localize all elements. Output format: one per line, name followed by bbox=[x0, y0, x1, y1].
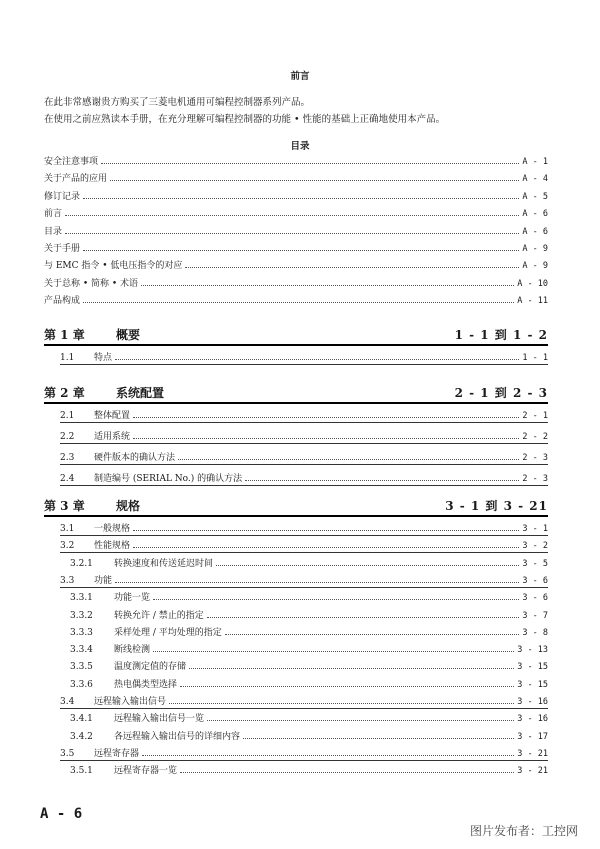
section-title: 远程寄存器 bbox=[94, 748, 140, 759]
section-page: 3 - 15 bbox=[517, 662, 548, 673]
section-number: 3.3.3 bbox=[70, 627, 93, 638]
section-title: 转换允许 / 禁止的指定 bbox=[114, 610, 204, 621]
section-number: 2.4 bbox=[60, 474, 75, 484]
chapter-rule bbox=[44, 515, 548, 517]
section-page: 1 - 1 bbox=[522, 353, 548, 363]
section-number: 3.3.1 bbox=[70, 593, 93, 604]
dot-leader bbox=[180, 686, 514, 687]
section-number: 3.3.5 bbox=[70, 662, 93, 673]
section-entry[interactable] bbox=[60, 521, 548, 535]
dot-leader bbox=[83, 302, 514, 303]
chapter-page-range: 1 - 1 到 1 - 2 bbox=[454, 328, 548, 342]
dot-leader bbox=[115, 582, 519, 583]
chapter-page-range: 2 - 1 到 2 - 3 bbox=[454, 386, 548, 400]
section-page: 3 - 7 bbox=[522, 610, 548, 621]
section-number: 3.2 bbox=[60, 541, 75, 552]
section-entry[interactable] bbox=[60, 450, 548, 464]
section-page: 3 - 15 bbox=[517, 679, 548, 690]
section-entry[interactable] bbox=[60, 538, 548, 552]
section-title: 整体配置 bbox=[94, 411, 131, 421]
dot-leader bbox=[133, 438, 519, 439]
section-number: 2.1 bbox=[60, 411, 75, 421]
section-number: 3.4.2 bbox=[70, 731, 93, 742]
section-entry[interactable] bbox=[70, 659, 548, 673]
dot-leader bbox=[178, 459, 519, 460]
section-title: 远程寄存器一览 bbox=[114, 766, 178, 777]
section-title: 各远程输入输出信号的详细内容 bbox=[114, 731, 241, 742]
chapter-heading[interactable] bbox=[44, 497, 548, 515]
section-number: 1.1 bbox=[60, 353, 75, 363]
toc-entry[interactable] bbox=[44, 206, 548, 220]
chapter-title: 概要 bbox=[116, 328, 141, 342]
dot-leader bbox=[133, 530, 519, 531]
toc-entry-label: 关于总称 • 简称 • 术语 bbox=[44, 278, 139, 289]
section-title: 硬件版本的确认方法 bbox=[94, 453, 176, 463]
section-page: 3 - 1 bbox=[522, 524, 548, 534]
toc-entry-label: 修订记录 bbox=[44, 191, 81, 202]
section-entry[interactable] bbox=[70, 625, 548, 639]
toc-entry-label: 安全注意事项 bbox=[44, 157, 99, 167]
dot-leader bbox=[207, 617, 520, 618]
toc-entry[interactable] bbox=[44, 293, 548, 307]
dot-leader bbox=[245, 480, 519, 481]
chapter-heading[interactable] bbox=[44, 384, 548, 402]
section-number: 3.3.4 bbox=[70, 645, 93, 656]
dot-leader bbox=[180, 772, 514, 773]
section-number: 3.1 bbox=[60, 524, 75, 534]
chapter-title: 系统配置 bbox=[116, 386, 165, 400]
section-entry[interactable] bbox=[70, 556, 548, 570]
section-title: 温度测定值的存储 bbox=[114, 662, 187, 673]
toc-entry-page: A - 9 bbox=[522, 244, 548, 254]
toc-entry-page: A - 6 bbox=[522, 209, 548, 220]
section-number: 2.2 bbox=[60, 432, 75, 442]
dot-leader bbox=[243, 738, 514, 739]
section-page: 3 - 6 bbox=[522, 593, 548, 604]
section-underline bbox=[60, 587, 548, 588]
chapter-number: 第 3 章 bbox=[44, 499, 85, 513]
dot-leader bbox=[65, 233, 519, 234]
section-page: 3 - 6 bbox=[522, 575, 548, 586]
toc-entry-label: 关于产品的应用 bbox=[44, 174, 108, 185]
toc-entry-page: A - 4 bbox=[522, 174, 548, 185]
dot-leader bbox=[216, 565, 519, 566]
section-number: 3.4.1 bbox=[70, 714, 93, 725]
page-number: A - 6 bbox=[40, 806, 83, 822]
section-entry[interactable] bbox=[70, 677, 548, 691]
section-page: 3 - 16 bbox=[517, 697, 548, 707]
dot-leader bbox=[101, 163, 519, 164]
dot-leader bbox=[83, 198, 519, 199]
section-title: 适用系统 bbox=[94, 432, 131, 442]
section-number: 3.3.2 bbox=[70, 610, 93, 621]
section-page: 3 - 5 bbox=[522, 558, 548, 569]
dot-leader bbox=[185, 267, 519, 268]
toc-entry-page: A - 11 bbox=[517, 296, 548, 307]
section-page: 2 - 2 bbox=[522, 432, 548, 442]
section-entry[interactable] bbox=[70, 729, 548, 743]
section-entry[interactable] bbox=[60, 694, 548, 708]
section-title: 转换速度和传送延迟时间 bbox=[114, 558, 214, 569]
dot-leader bbox=[153, 599, 519, 600]
section-number: 2.3 bbox=[60, 453, 75, 463]
toc-entry-label: 产品构成 bbox=[44, 296, 81, 307]
dot-leader bbox=[115, 359, 519, 360]
section-title: 特点 bbox=[94, 353, 113, 363]
dot-leader bbox=[142, 755, 514, 756]
section-title: 热电偶类型选择 bbox=[114, 679, 178, 690]
section-page: 3 - 21 bbox=[517, 766, 548, 777]
section-page: 3 - 21 bbox=[517, 748, 548, 759]
toc-entry-page: A - 10 bbox=[517, 278, 548, 289]
toc-entry-page: A - 5 bbox=[522, 191, 548, 202]
watermark: 图片发布者：工控网 bbox=[469, 824, 578, 838]
preface-title: 前言 bbox=[290, 71, 310, 82]
toc-entry-label: 目录 bbox=[44, 226, 63, 237]
section-title: 断线检测 bbox=[114, 645, 151, 656]
section-page: 2 - 1 bbox=[522, 411, 548, 421]
toc-entry-page: A - 1 bbox=[522, 157, 548, 167]
section-title: 功能 bbox=[94, 575, 113, 586]
dot-leader bbox=[225, 634, 520, 635]
section-underline bbox=[60, 443, 548, 444]
section-title: 功能一览 bbox=[114, 593, 151, 604]
section-entry[interactable] bbox=[70, 763, 548, 777]
section-entry[interactable] bbox=[60, 350, 548, 364]
section-entry[interactable] bbox=[60, 746, 548, 760]
section-title: 采样处理 / 平均处理的指定 bbox=[114, 627, 222, 638]
section-page: 3 - 13 bbox=[517, 645, 548, 656]
section-title: 性能规格 bbox=[94, 541, 131, 552]
dot-leader bbox=[153, 651, 514, 652]
section-page: 3 - 8 bbox=[522, 627, 548, 638]
chapter-rule bbox=[44, 344, 548, 346]
section-underline bbox=[60, 535, 548, 536]
section-underline bbox=[60, 364, 548, 365]
section-title: 一般规格 bbox=[94, 524, 131, 534]
toc-entry[interactable] bbox=[44, 154, 548, 168]
chapter-title: 规格 bbox=[116, 499, 141, 513]
toc-entry[interactable] bbox=[44, 189, 548, 203]
chapter-number: 第 2 章 bbox=[44, 386, 85, 400]
dot-leader bbox=[65, 215, 519, 216]
section-number: 3.3 bbox=[60, 575, 75, 586]
section-number: 3.4 bbox=[60, 697, 75, 707]
section-page: 3 - 16 bbox=[517, 714, 548, 725]
toc-entry[interactable] bbox=[44, 224, 548, 238]
section-number: 3.3.6 bbox=[70, 679, 93, 690]
section-page: 3 - 17 bbox=[517, 731, 548, 742]
toc-entry-page: A - 9 bbox=[522, 261, 548, 272]
toc-entry-label: 关于手册 bbox=[44, 244, 81, 254]
toc-entry-label: 前言 bbox=[44, 209, 63, 220]
section-entry[interactable] bbox=[60, 429, 548, 443]
dot-leader bbox=[141, 285, 514, 286]
section-page: 2 - 3 bbox=[522, 453, 548, 463]
toc-entry[interactable] bbox=[44, 171, 548, 185]
section-entry[interactable] bbox=[70, 711, 548, 725]
dot-leader bbox=[110, 180, 519, 181]
preface-line-2: 在使用之前应熟读本手册，在充分理解可编程控制器的功能 • 性能的基础上正确地使用本产品。 bbox=[44, 114, 446, 125]
toc-entry[interactable] bbox=[44, 241, 548, 255]
section-entry[interactable] bbox=[70, 608, 548, 622]
section-entry[interactable] bbox=[70, 590, 548, 604]
toc-entry-page: A - 6 bbox=[522, 226, 548, 237]
dot-leader bbox=[133, 417, 519, 418]
section-underline bbox=[60, 464, 548, 465]
section-title: 远程输入输出信号一览 bbox=[114, 714, 205, 725]
section-entry[interactable] bbox=[70, 642, 548, 656]
preface-line-1: 在此非常感谢贵方购买了三菱电机通用可编程控制器系列产品。 bbox=[44, 97, 311, 108]
dot-leader bbox=[189, 668, 514, 669]
toc-entry-label: 与 EMC 指令 • 低电压指令的对应 bbox=[44, 261, 183, 272]
section-number: 3.2.1 bbox=[70, 558, 93, 569]
section-page: 2 - 3 bbox=[522, 474, 548, 484]
chapter-number: 第 1 章 bbox=[44, 328, 85, 342]
section-number: 3.5 bbox=[60, 748, 75, 759]
toc-entry[interactable] bbox=[44, 258, 548, 272]
section-underline bbox=[60, 760, 548, 761]
section-underline bbox=[60, 422, 548, 423]
section-entry[interactable] bbox=[60, 471, 548, 485]
section-page: 3 - 2 bbox=[522, 541, 548, 552]
section-underline bbox=[60, 708, 548, 709]
chapter-rule bbox=[44, 402, 548, 404]
section-entry[interactable] bbox=[60, 408, 548, 422]
toc-title: 目录 bbox=[290, 141, 310, 152]
dot-leader bbox=[83, 250, 519, 251]
toc-entry[interactable] bbox=[44, 276, 548, 290]
chapter-heading[interactable] bbox=[44, 326, 548, 344]
section-title: 制造编号 (SERIAL No.) 的确认方法 bbox=[94, 474, 243, 484]
section-underline bbox=[60, 485, 548, 486]
section-underline bbox=[60, 552, 548, 553]
section-title: 远程输入输出信号 bbox=[94, 697, 167, 707]
section-entry[interactable] bbox=[60, 573, 548, 587]
dot-leader bbox=[133, 547, 519, 548]
section-number: 3.5.1 bbox=[70, 766, 93, 777]
dot-leader bbox=[207, 720, 514, 721]
chapter-page-range: 3 - 1 到 3 - 21 bbox=[445, 499, 548, 513]
dot-leader bbox=[169, 703, 514, 704]
